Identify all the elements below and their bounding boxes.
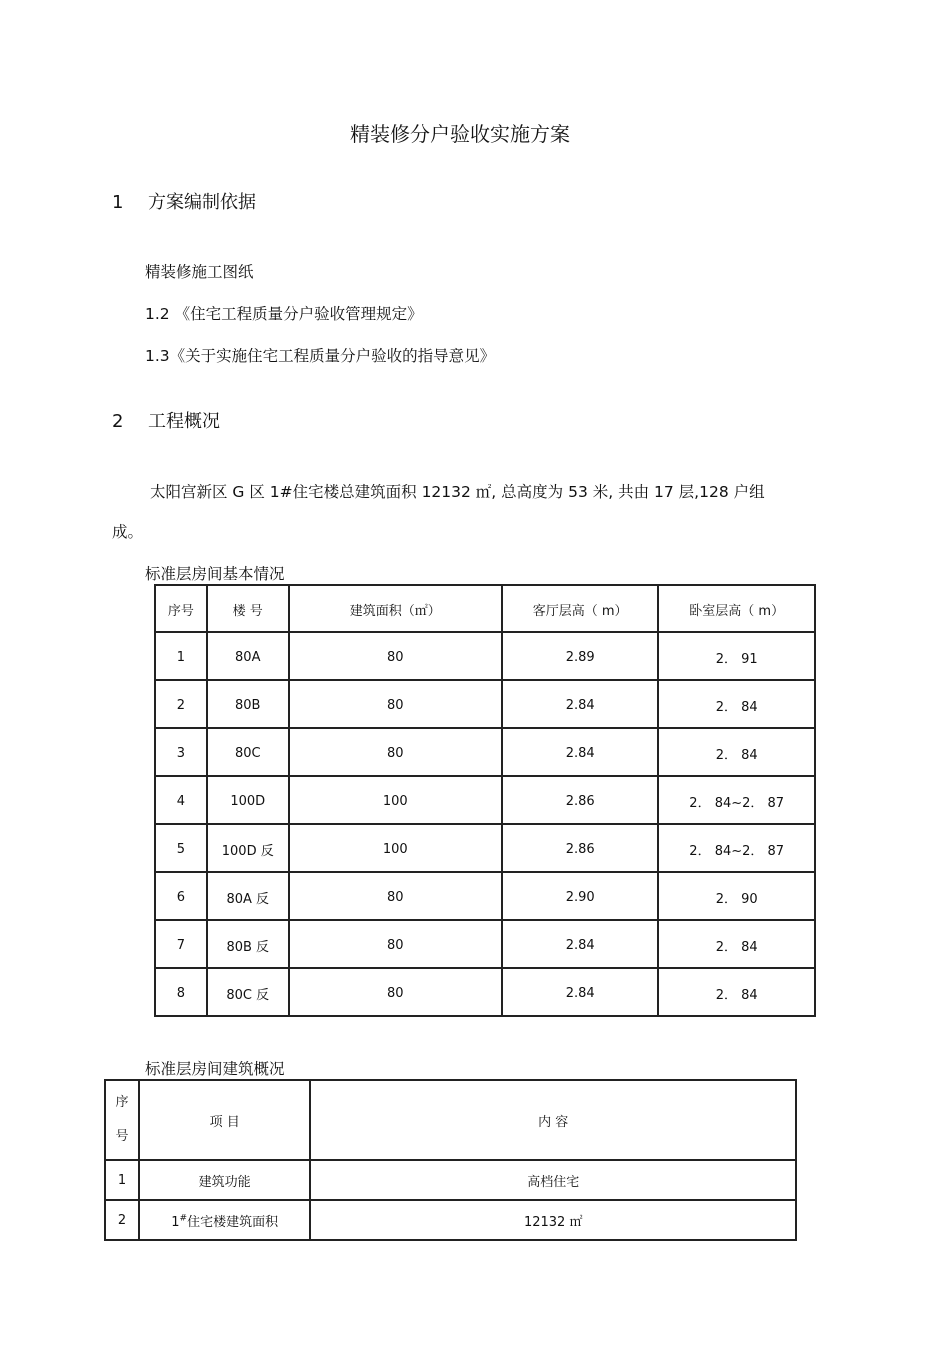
table-cell: 2． 90 [658, 872, 815, 920]
basis-item: 精装修施工图纸 [145, 263, 254, 281]
table-cell: 80A 反 [207, 872, 289, 920]
table-row [155, 728, 815, 776]
table-cell: 2． 84 [658, 728, 815, 776]
table-cell: 2． 91 [658, 632, 815, 680]
table-cell: 80 [289, 680, 502, 728]
table-cell: 100D 反 [207, 824, 289, 872]
table-cell: 6 [155, 872, 207, 920]
table-cell: 80C [207, 728, 289, 776]
column-header: 卧室层高（ m） [658, 585, 815, 632]
table-cell: 8 [155, 968, 207, 1016]
table-cell: 建筑功能 [139, 1160, 311, 1200]
column-header: 序号 [155, 585, 207, 632]
column-header-part: 序 [115, 1095, 129, 1110]
table-cell: 7 [155, 920, 207, 968]
table-cell: 2.86 [502, 824, 658, 872]
section-1-heading [112, 188, 256, 214]
column-header: 客厅层高（ m） [502, 585, 658, 632]
table-cell: 80 [289, 872, 502, 920]
table-cell: 4 [155, 776, 207, 824]
column-header: 楼 号 [207, 585, 289, 632]
table-cell: 2.90 [502, 872, 658, 920]
table-row [155, 920, 815, 968]
table-cell: 80B 反 [207, 920, 289, 968]
table-cell: 2.89 [502, 632, 658, 680]
table1-caption: 标准层房间基本情况 [145, 565, 285, 583]
column-header [105, 1080, 139, 1160]
table-cell: 2． 84~2． 87 [658, 824, 815, 872]
table-cell: 1 [105, 1160, 139, 1200]
table-cell: 100D [207, 776, 289, 824]
table-cell: 2.84 [502, 728, 658, 776]
table-cell: 5 [155, 824, 207, 872]
table-cell: 2.84 [502, 680, 658, 728]
table-cell: 2． 84 [658, 680, 815, 728]
room-basic-table [154, 584, 816, 1017]
table-cell: 80 [289, 728, 502, 776]
table-cell: 80B [207, 680, 289, 728]
section-2-heading [112, 407, 220, 433]
table-cell: 80 [289, 920, 502, 968]
table-cell: 3 [155, 728, 207, 776]
table-row [155, 776, 815, 824]
basis-item: 1.3《关于实施住宅工程质量分户验收的指导意见》 [145, 347, 496, 365]
item-superscript: # [179, 1213, 188, 1224]
table-header-row [105, 1080, 796, 1160]
table-header-row [155, 585, 815, 632]
section-number: 1 [112, 192, 124, 213]
item-prefix: 1 [171, 1214, 180, 1230]
table-row [155, 872, 815, 920]
overview-text-line: 太阳宫新区 G 区 1#住宅楼总建筑面积 12132 ㎡, 总高度为 53 米, 共由 17 层,128 户组 [150, 483, 765, 501]
table-cell: 2． 84~2． 87 [658, 776, 815, 824]
table-cell: 100 [289, 776, 502, 824]
table-cell: 80 [289, 968, 502, 1016]
table-cell: 2． 84 [658, 968, 815, 1016]
basis-item: 1.2 《住宅工程质量分户验收管理规定》 [145, 305, 423, 323]
table-cell: 80A [207, 632, 289, 680]
table-cell: 100 [289, 824, 502, 872]
table-row [155, 632, 815, 680]
room-construction-table [104, 1079, 797, 1241]
overview-text-line: 成。 [112, 523, 144, 541]
table-cell: 高档住宅 [310, 1160, 796, 1200]
column-header: 项 目 [139, 1080, 311, 1160]
table2-caption: 标准层房间建筑概况 [145, 1060, 285, 1078]
table-cell: 1 [155, 632, 207, 680]
section-title: 方案编制依据 [148, 192, 256, 213]
table-cell: 80C 反 [207, 968, 289, 1016]
table-cell: 12132 ㎡ [310, 1200, 796, 1240]
item-label: 住宅楼建筑面积 [187, 1214, 279, 1230]
table-row [155, 968, 815, 1016]
table-row [155, 680, 815, 728]
table-cell: 2 [155, 680, 207, 728]
section-title: 工程概况 [148, 411, 220, 432]
column-header-part: 号 [115, 1129, 129, 1144]
table-cell: 2.84 [502, 968, 658, 1016]
section-number: 2 [112, 411, 124, 432]
column-header: 建筑面积（㎡） [289, 585, 502, 632]
page-title: 精装修分户验收实施方案 [350, 122, 570, 146]
table-cell: 80 [289, 632, 502, 680]
table-row [105, 1160, 796, 1200]
table-cell: 2． 84 [658, 920, 815, 968]
column-header: 内 容 [310, 1080, 796, 1160]
table-cell: 2.84 [502, 920, 658, 968]
table-row [155, 824, 815, 872]
table-cell [139, 1200, 311, 1240]
table-cell: 2.86 [502, 776, 658, 824]
table-cell: 2 [105, 1200, 139, 1240]
table-row [105, 1200, 796, 1240]
